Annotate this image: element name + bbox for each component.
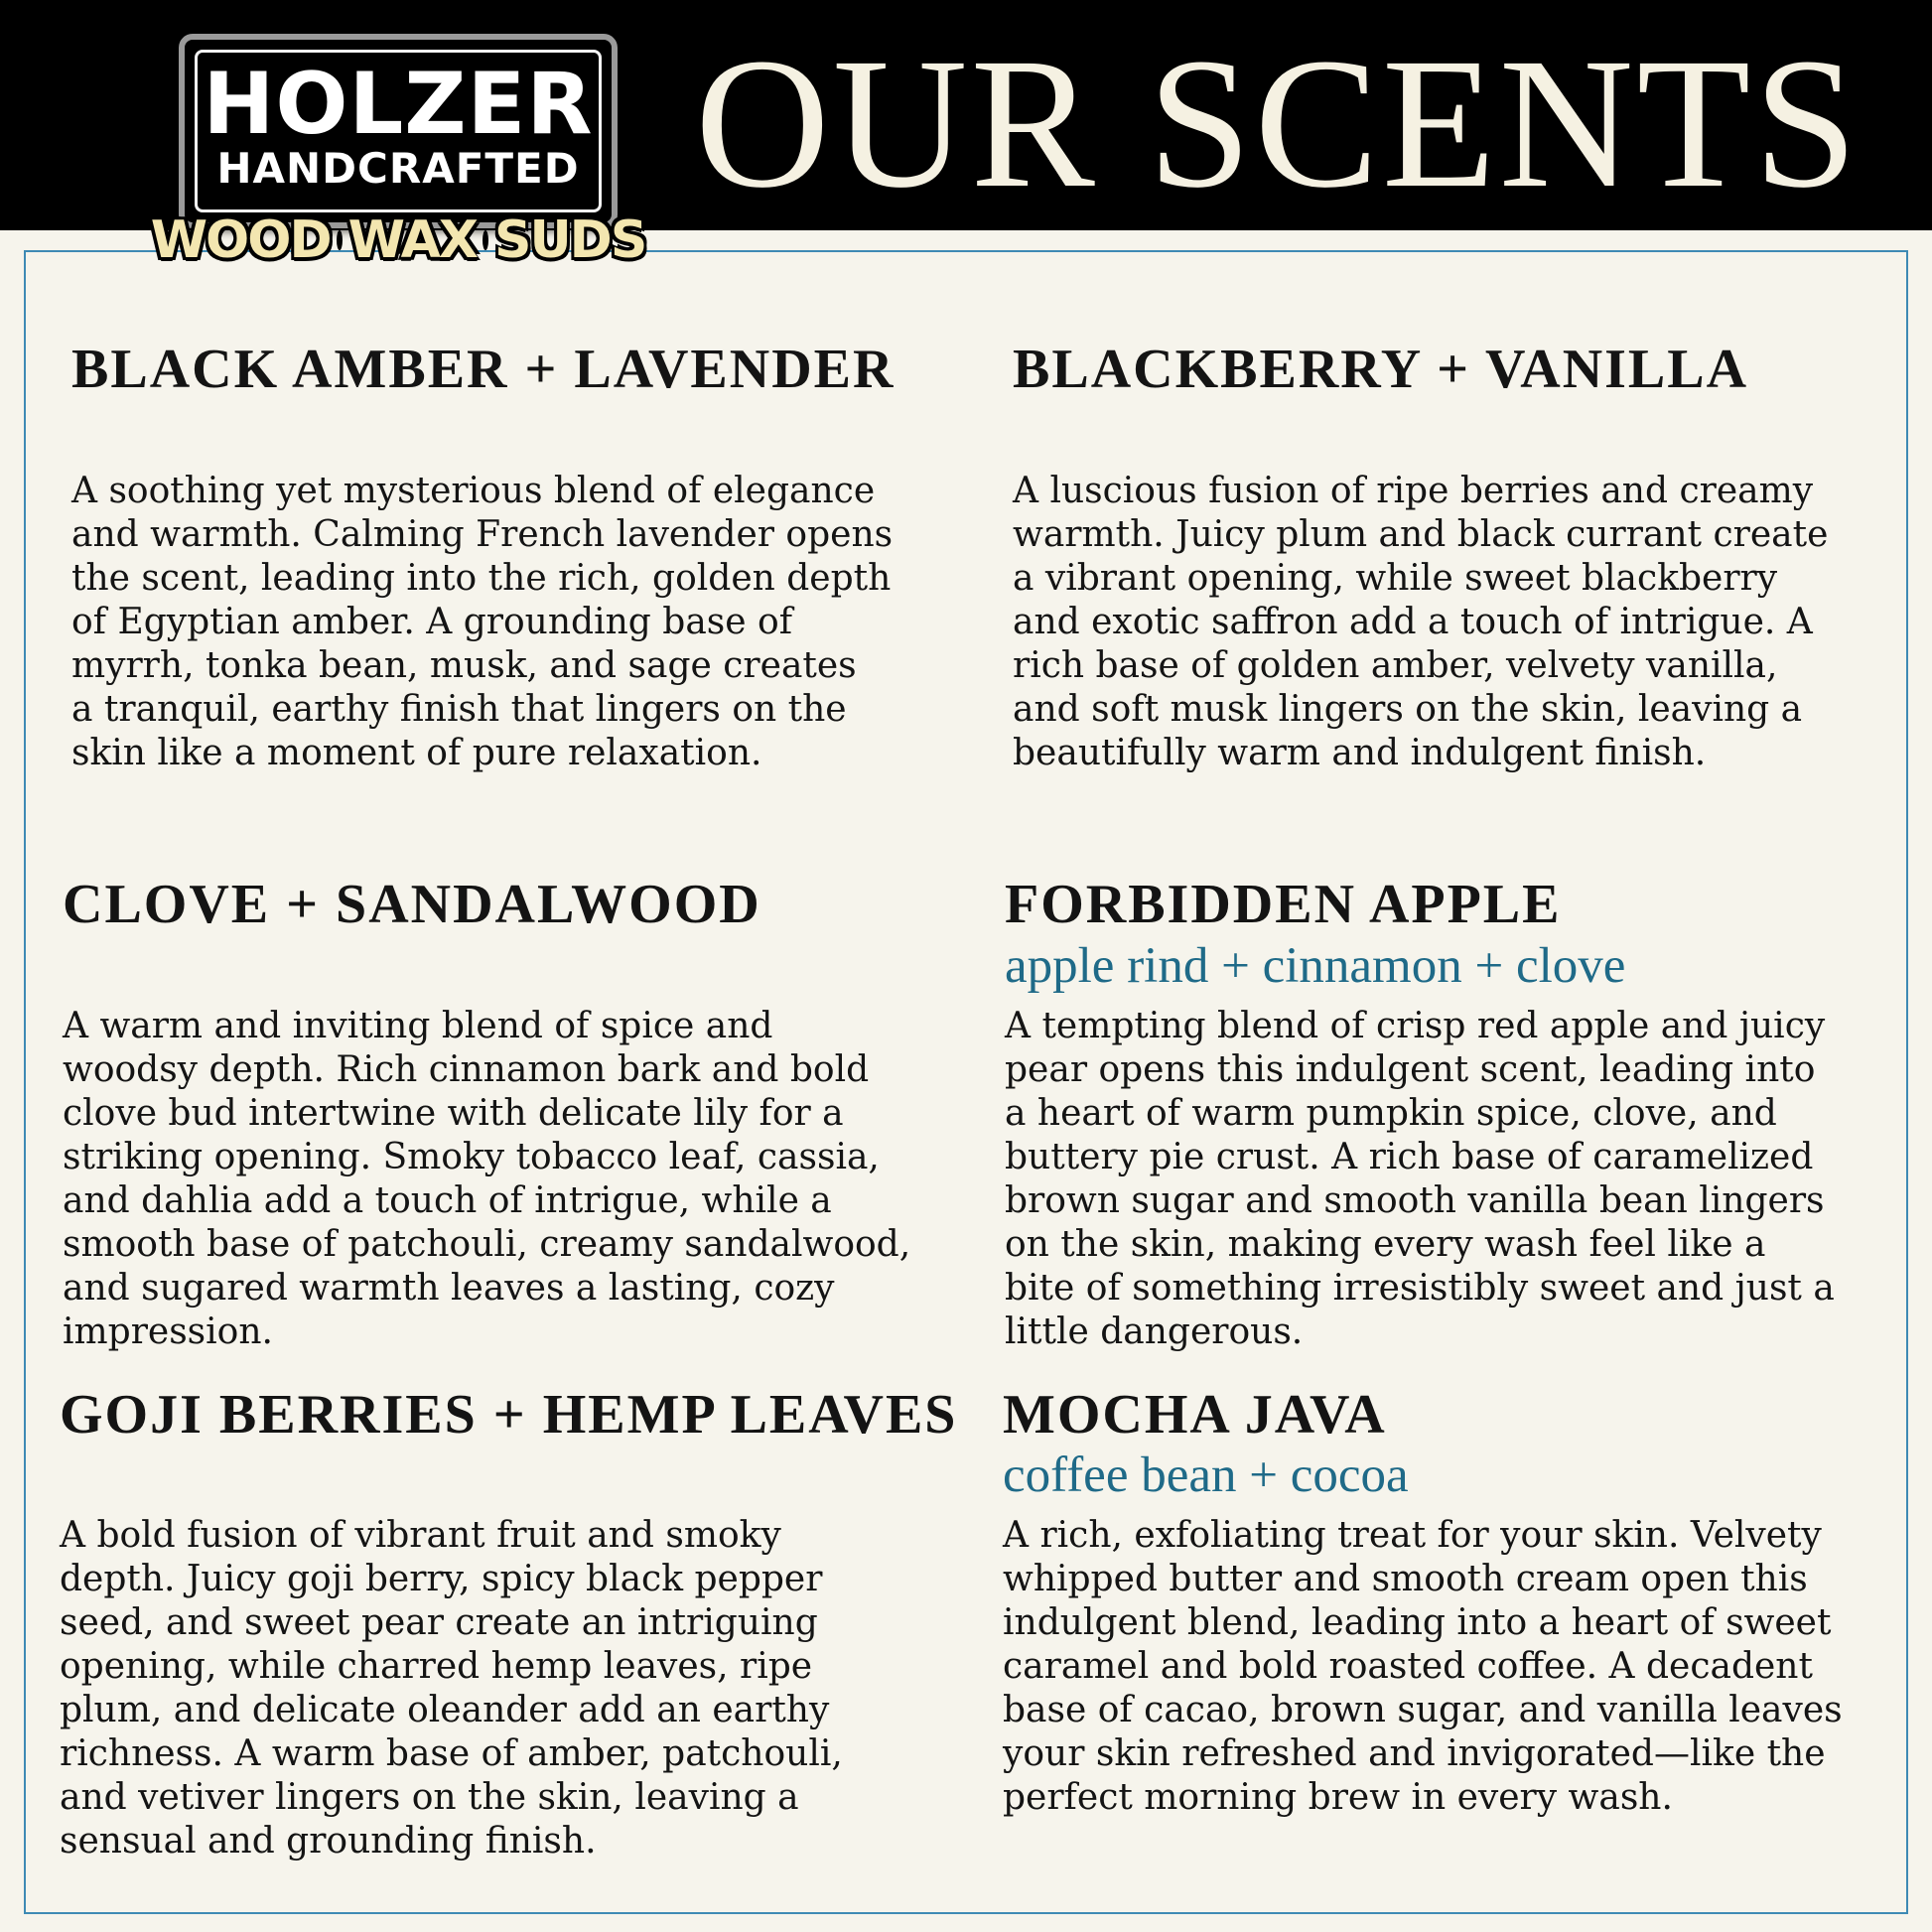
description-line: and dahlia add a touch of intrigue, while a	[63, 1180, 832, 1221]
description-line: your skin refreshed and invigorated—like the	[1003, 1733, 1826, 1774]
description-line: whipped butter and smooth cream open this	[1003, 1559, 1808, 1599]
description-line: woodsy depth. Rich cinnamon bark and bold	[63, 1049, 870, 1090]
logo-tagline-word: WOOD	[150, 210, 331, 270]
description-line: clove bud intertwine with delicate lily for a	[63, 1093, 844, 1134]
brand-logo	[150, 34, 646, 272]
description-line: rich base of golden amber, velvety vanilla,	[1013, 645, 1778, 686]
scent-description	[71, 470, 893, 775]
description-line: seed, and sweet pear create an intriguing	[60, 1602, 818, 1643]
description-line: impression.	[63, 1311, 273, 1352]
description-line: bite of something irresistibly sweet and just a	[1005, 1268, 1835, 1309]
description-line: a heart of warm pumpkin spice, clove, and	[1005, 1093, 1777, 1134]
description-line: and exotic saffron add a touch of intrigue. A	[1013, 602, 1813, 642]
description-line: plum, and delicate oleander add an earthy	[60, 1690, 830, 1730]
scent-title: BLACKBERRY + VANILLA	[1013, 339, 1749, 400]
scent-title: CLOVE + SANDALWOOD	[63, 874, 761, 935]
scent-description	[63, 1005, 910, 1354]
description-line: base of cacao, brown sugar, and vanilla leaves	[1003, 1690, 1843, 1730]
description-line: and vetiver lingers on the skin, leaving a	[60, 1777, 799, 1818]
scent-description	[1013, 470, 1828, 775]
scent-title: FORBIDDEN APPLE	[1005, 874, 1562, 935]
dot-icon	[483, 230, 488, 250]
description-line: indulgent blend, leading into a heart of sweet	[1003, 1602, 1832, 1643]
description-line: warmth. Juicy plum and black currant create	[1013, 514, 1829, 555]
dot-icon	[337, 230, 343, 250]
description-line: a tranquil, earthy finish that lingers on the	[71, 689, 847, 730]
description-line: skin like a moment of pure relaxation.	[71, 733, 762, 773]
page-title: OUR SCENTS	[695, 19, 1861, 226]
description-line: buttery pie crust. A rich base of caramelized	[1005, 1137, 1814, 1177]
description-line: smooth base of patchouli, creamy sandalwood,	[63, 1224, 911, 1265]
description-line: little dangerous.	[1005, 1311, 1304, 1352]
description-line: of Egyptian amber. A grounding base of	[71, 602, 793, 642]
description-line: A soothing yet mysterious blend of elegance	[71, 471, 876, 511]
description-line: opening, while charred hemp leaves, ripe	[60, 1646, 813, 1687]
description-line: A rich, exfoliating treat for your skin. Velvety	[1003, 1515, 1822, 1556]
description-line: and warmth. Calming French lavender opens	[71, 514, 894, 555]
description-line: and sugared warmth leaves a lasting, cozy	[63, 1268, 835, 1309]
logo-brand-name: HOLZER	[203, 55, 594, 154]
scent-title: BLACK AMBER + LAVENDER	[71, 339, 896, 400]
description-line: beautifully warm and indulgent finish.	[1013, 733, 1707, 773]
logo-tagline	[150, 208, 646, 272]
description-line: A luscious fusion of ripe berries and creamy	[1013, 471, 1814, 511]
description-line: striking opening. Smoky tobacco leaf, cassia,	[63, 1137, 880, 1177]
logo-tagline-word: WAX	[347, 210, 477, 270]
scent-description	[1003, 1514, 1843, 1820]
description-line: caramel and bold roasted coffee. A decadent	[1003, 1646, 1813, 1687]
scent-description	[1005, 1005, 1835, 1354]
scent-notes: apple rind + cinnamon + clove	[1005, 938, 1626, 994]
description-line: brown sugar and smooth vanilla bean lingers	[1005, 1180, 1825, 1221]
description-line: perfect morning brew in every wash.	[1003, 1777, 1673, 1818]
description-line: A bold fusion of vibrant fruit and smoky	[60, 1515, 781, 1556]
description-line: pear opens this indulgent scent, leading into	[1005, 1049, 1816, 1090]
description-line: on the skin, making every wash feel like a	[1005, 1224, 1766, 1265]
description-line: and soft musk lingers on the skin, leaving a	[1013, 689, 1803, 730]
description-line: a vibrant opening, while sweet blackberry	[1013, 558, 1778, 599]
scent-title: MOCHA JAVA	[1003, 1384, 1387, 1446]
description-line: A tempting blend of crisp red apple and juicy	[1005, 1006, 1826, 1046]
description-line: richness. A warm base of amber, patchouli,	[60, 1733, 843, 1774]
description-line: A warm and inviting blend of spice and	[63, 1006, 773, 1046]
description-line: sensual and grounding finish.	[60, 1821, 597, 1862]
logo-brand-subtitle: HANDCRAFTED	[216, 144, 580, 193]
scent-notes: coffee bean + cocoa	[1003, 1448, 1409, 1503]
logo-tagline-word: SUDS	[494, 210, 646, 270]
description-line: depth. Juicy goji berry, spicy black pepper	[60, 1559, 823, 1599]
scent-description	[60, 1514, 843, 1863]
description-line: myrrh, tonka bean, musk, and sage creates	[71, 645, 857, 686]
description-line: the scent, leading into the rich, golden depth	[71, 558, 892, 599]
scent-title: GOJI BERRIES + HEMP LEAVES	[60, 1384, 958, 1446]
